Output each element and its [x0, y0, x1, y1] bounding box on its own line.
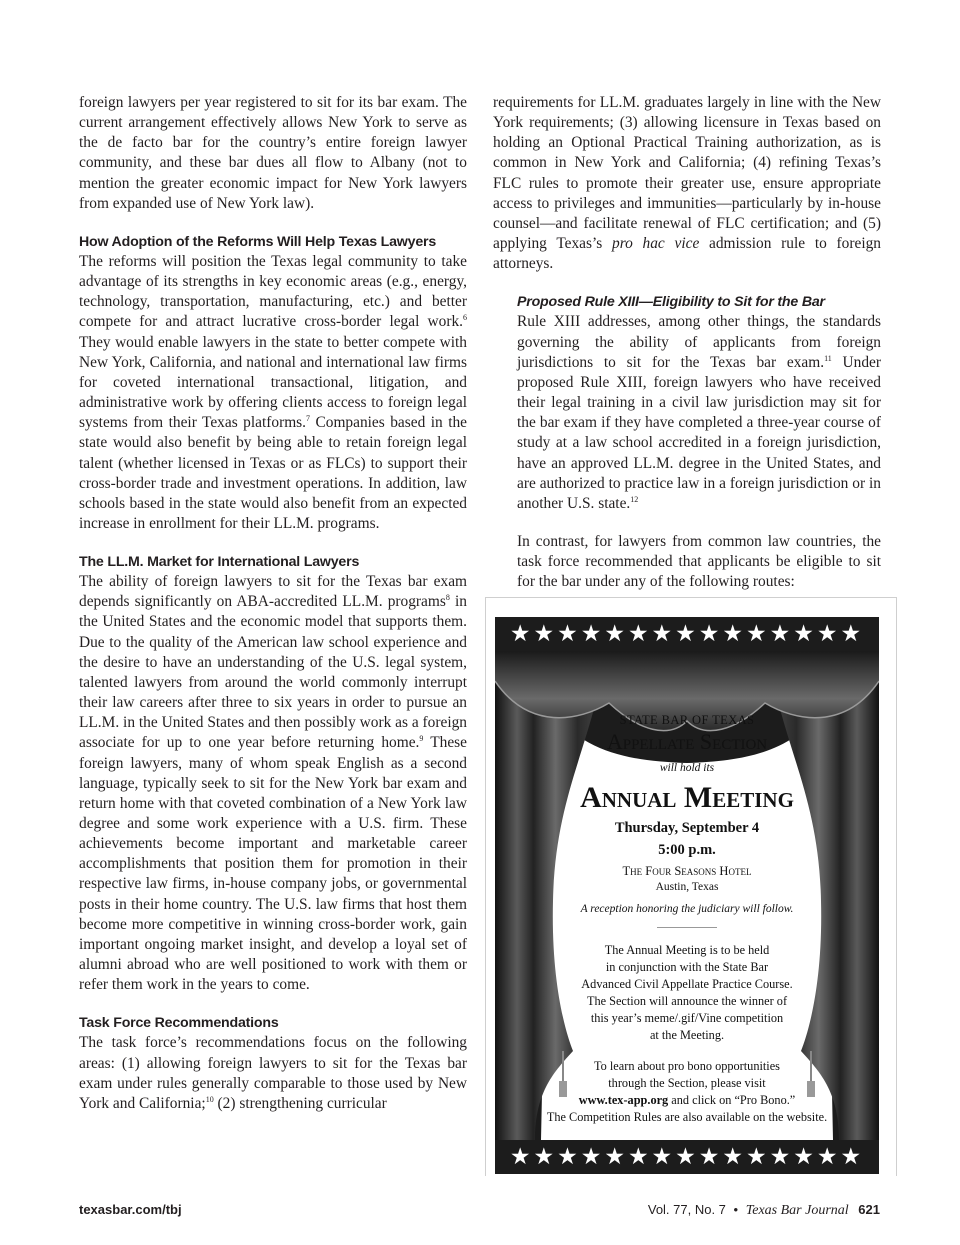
footnote-ref: 8: [445, 593, 450, 603]
ad-pro-bono-info: [515, 1058, 859, 1126]
ad-city: Austin, Texas: [655, 881, 719, 893]
right-column: [493, 93, 881, 592]
ad-website-link[interactable]: www.tex-app.org: [578, 1093, 669, 1107]
ad-event-title: Annual Meeting: [580, 781, 794, 814]
footer-journal-name: Texas Bar Journal: [745, 1203, 849, 1218]
ad-info-line: The Annual Meeting is to be held: [604, 943, 770, 957]
star-row: ★★★★★★★★★★★★★★★: [509, 1144, 865, 1170]
ad-meeting-info: [545, 942, 829, 1044]
right-paragraph-2: Rule XIII addresses, among other things, the standards governing the ability of applicants from foreign jurisdictions to sit for the Texas bar exam.$^{11}$ Under proposed Rule XIII, foreign lawyers who have received their legal training in a civil law jurisdiction may sit for the bar exam if they have completed a three-year course of study at a law school accredited in a foreign jurisdiction, have an approved LL.M. degree in the United States, and are authorized to practice law in a foreign jurisdiction or in another U.S. state.$^{12}$: [517, 313, 882, 512]
footnote-ref: 9: [419, 734, 424, 744]
heading-llm-market: The LL.M. Market for International Lawyers: [79, 554, 360, 571]
footer-bullet: •: [733, 1202, 739, 1217]
left-paragraph-3: The ability of foreign lawyers to sit for the Texas bar exam depends significantly on ABA-accredited LL.M. programs$^8$ in the United States and the economic model that supports them. Due to the quality of the American law school experience and the desire to have an understanding of the U.S. legal system, talented lawyers from around the world commonly interrupt their law careers after three to six years in order to pursue an LL.M. in the United States and then possibly work as a foreign associate for up to one year before returning home.$^9$ These foreign lawyers, many of whom speak English as a second language, typically seek to sit for the New York bar exam and return home with that coveted combination of a New York law degree and some work experience with a U.S. firm. These achievements become important and marketable career accomplishments that position them for promotion in their respective law firms, in-house company jobs, or governmental posts in their home country. The U.S. law firms that host them become more competitive in winning cross-border work, gain important ongoing market insight, and develop a loyal set of alumni abroad who are well positioned to work with them or refer them work in the years to come.: [79, 573, 467, 994]
heading-task-force: Task Force Recommendations: [79, 1015, 279, 1032]
ad-venue: The Four Seasons Hotel: [622, 864, 752, 878]
ad-probono-line: The Competition Rules are also available on the website.: [546, 1110, 828, 1124]
ad-info-line: Advanced Civil Appellate Practice Course.: [581, 977, 793, 991]
heading-reforms-help: How Adoption of the Reforms Will Help Texas Lawyers: [79, 233, 437, 250]
footer-site-link[interactable]: texasbar.com/tbj: [79, 1202, 182, 1217]
ad-info-line: The Section will announce the winner of: [586, 994, 788, 1008]
star-border-bottom: [495, 1140, 879, 1174]
ad-probono-line: through the Section, please visit: [608, 1076, 766, 1090]
footnote-ref: 7: [306, 414, 311, 424]
footnote-ref: 11: [824, 353, 832, 363]
footnote-ref: 6: [463, 313, 467, 323]
left-paragraph-4: The task force’s recommendations focus on the following areas: (1) allowing foreign lawyers to sit for the Texas bar exam under rules generally comparable to those used by New York and California;$^{10}$ (2) strengthening curricular: [79, 1034, 467, 1112]
ad-reception-note: A reception honoring the judiciary will follow.: [580, 903, 794, 915]
left-paragraph-1: foreign lawyers per year registered to sit for its bar exam. The current arrangement effectively allows New York to serve as the de facto bar for the country’s entire foreign lawyer community, and these bar dues all flow to Albany (not to mention the greater economic impact for New York lawyers from expanded use of New York law).: [79, 94, 467, 212]
right-paragraph-1: requirements for LL.M. graduates largely in line with the New York requirements; (3) allowing licensure in Texas based on holding an Optional Practical Training authorization, as is common in New York and California; (4) refining Texas’s FLC rules to promote their greater use, ensure appropriate access to privileges and immunities—particularly by in-house counsel—and facilitate renewal of FLC certification; and (5) applying Texas’s pro hac vice admission rule to foreign attorneys.: [493, 94, 881, 273]
ad-will-hold: will hold its: [659, 762, 715, 774]
left-column: [79, 93, 467, 1114]
ad-probono-line: To learn about pro bono opportunities: [594, 1059, 780, 1073]
ad-info-line: in conjunction with the State Bar: [605, 960, 769, 974]
footer-volume: Vol. 77, No. 7: [647, 1202, 726, 1217]
left-paragraph-2: The reforms will position the Texas legal community to take advantage of its strengths in key economic areas (e.g., energy, technology, transportation, manufacturing, etc.) and better compete for and attract lucrative cross-border legal work.$^6$ They would enable lawyers in the state to better compete with New York, California, and national and international law firms for coveted international transactional, litigation, and administrative work by offering clients access to foreign legal systems from their Texas platforms.$^7$ Companies based in the state would also benefit by being able to retain foreign legal talent (whether licensed in Texas or as FLCs) to support their cross-border trade and investment operations. In addition, law schools based in the state would also benefit from an expected increase in enrollment for their LL.M. programs.: [79, 252, 467, 532]
ad-event-date: Thursday, September 4: [614, 820, 760, 836]
ad-section-name: Appellate Section: [606, 729, 768, 754]
footer-issue-info: [648, 1202, 880, 1219]
footnote-ref: 12: [630, 494, 639, 504]
ad-event-time: 5:00 p.m.: [658, 842, 716, 858]
footnote-ref: 10: [205, 1094, 214, 1104]
right-paragraph-3: In contrast, for lawyers from common law countries, the task force recommended that applicants be eligible to sit for the bar under any of the following routes:: [517, 532, 881, 591]
star-row: ★★★★★★★★★★★★★★★: [509, 621, 865, 647]
appellate-section-advertisement: [495, 617, 879, 1174]
star-border-top: [495, 617, 879, 651]
ad-info-line: at the Meeting.: [649, 1028, 725, 1042]
ad-org-name: STATE BAR OF TEXAS: [619, 713, 755, 727]
ad-probono-line: www.tex-app.org and click on “Pro Bono.”: [578, 1093, 796, 1107]
ad-divider: [657, 927, 717, 928]
footer-page-number: 621: [858, 1202, 880, 1217]
ad-info-line: this year’s meme/.gif/Vine competition: [590, 1011, 784, 1025]
heading-rule-xiii: Proposed Rule XIII—Eligibility to Sit for the Bar: [517, 294, 825, 311]
